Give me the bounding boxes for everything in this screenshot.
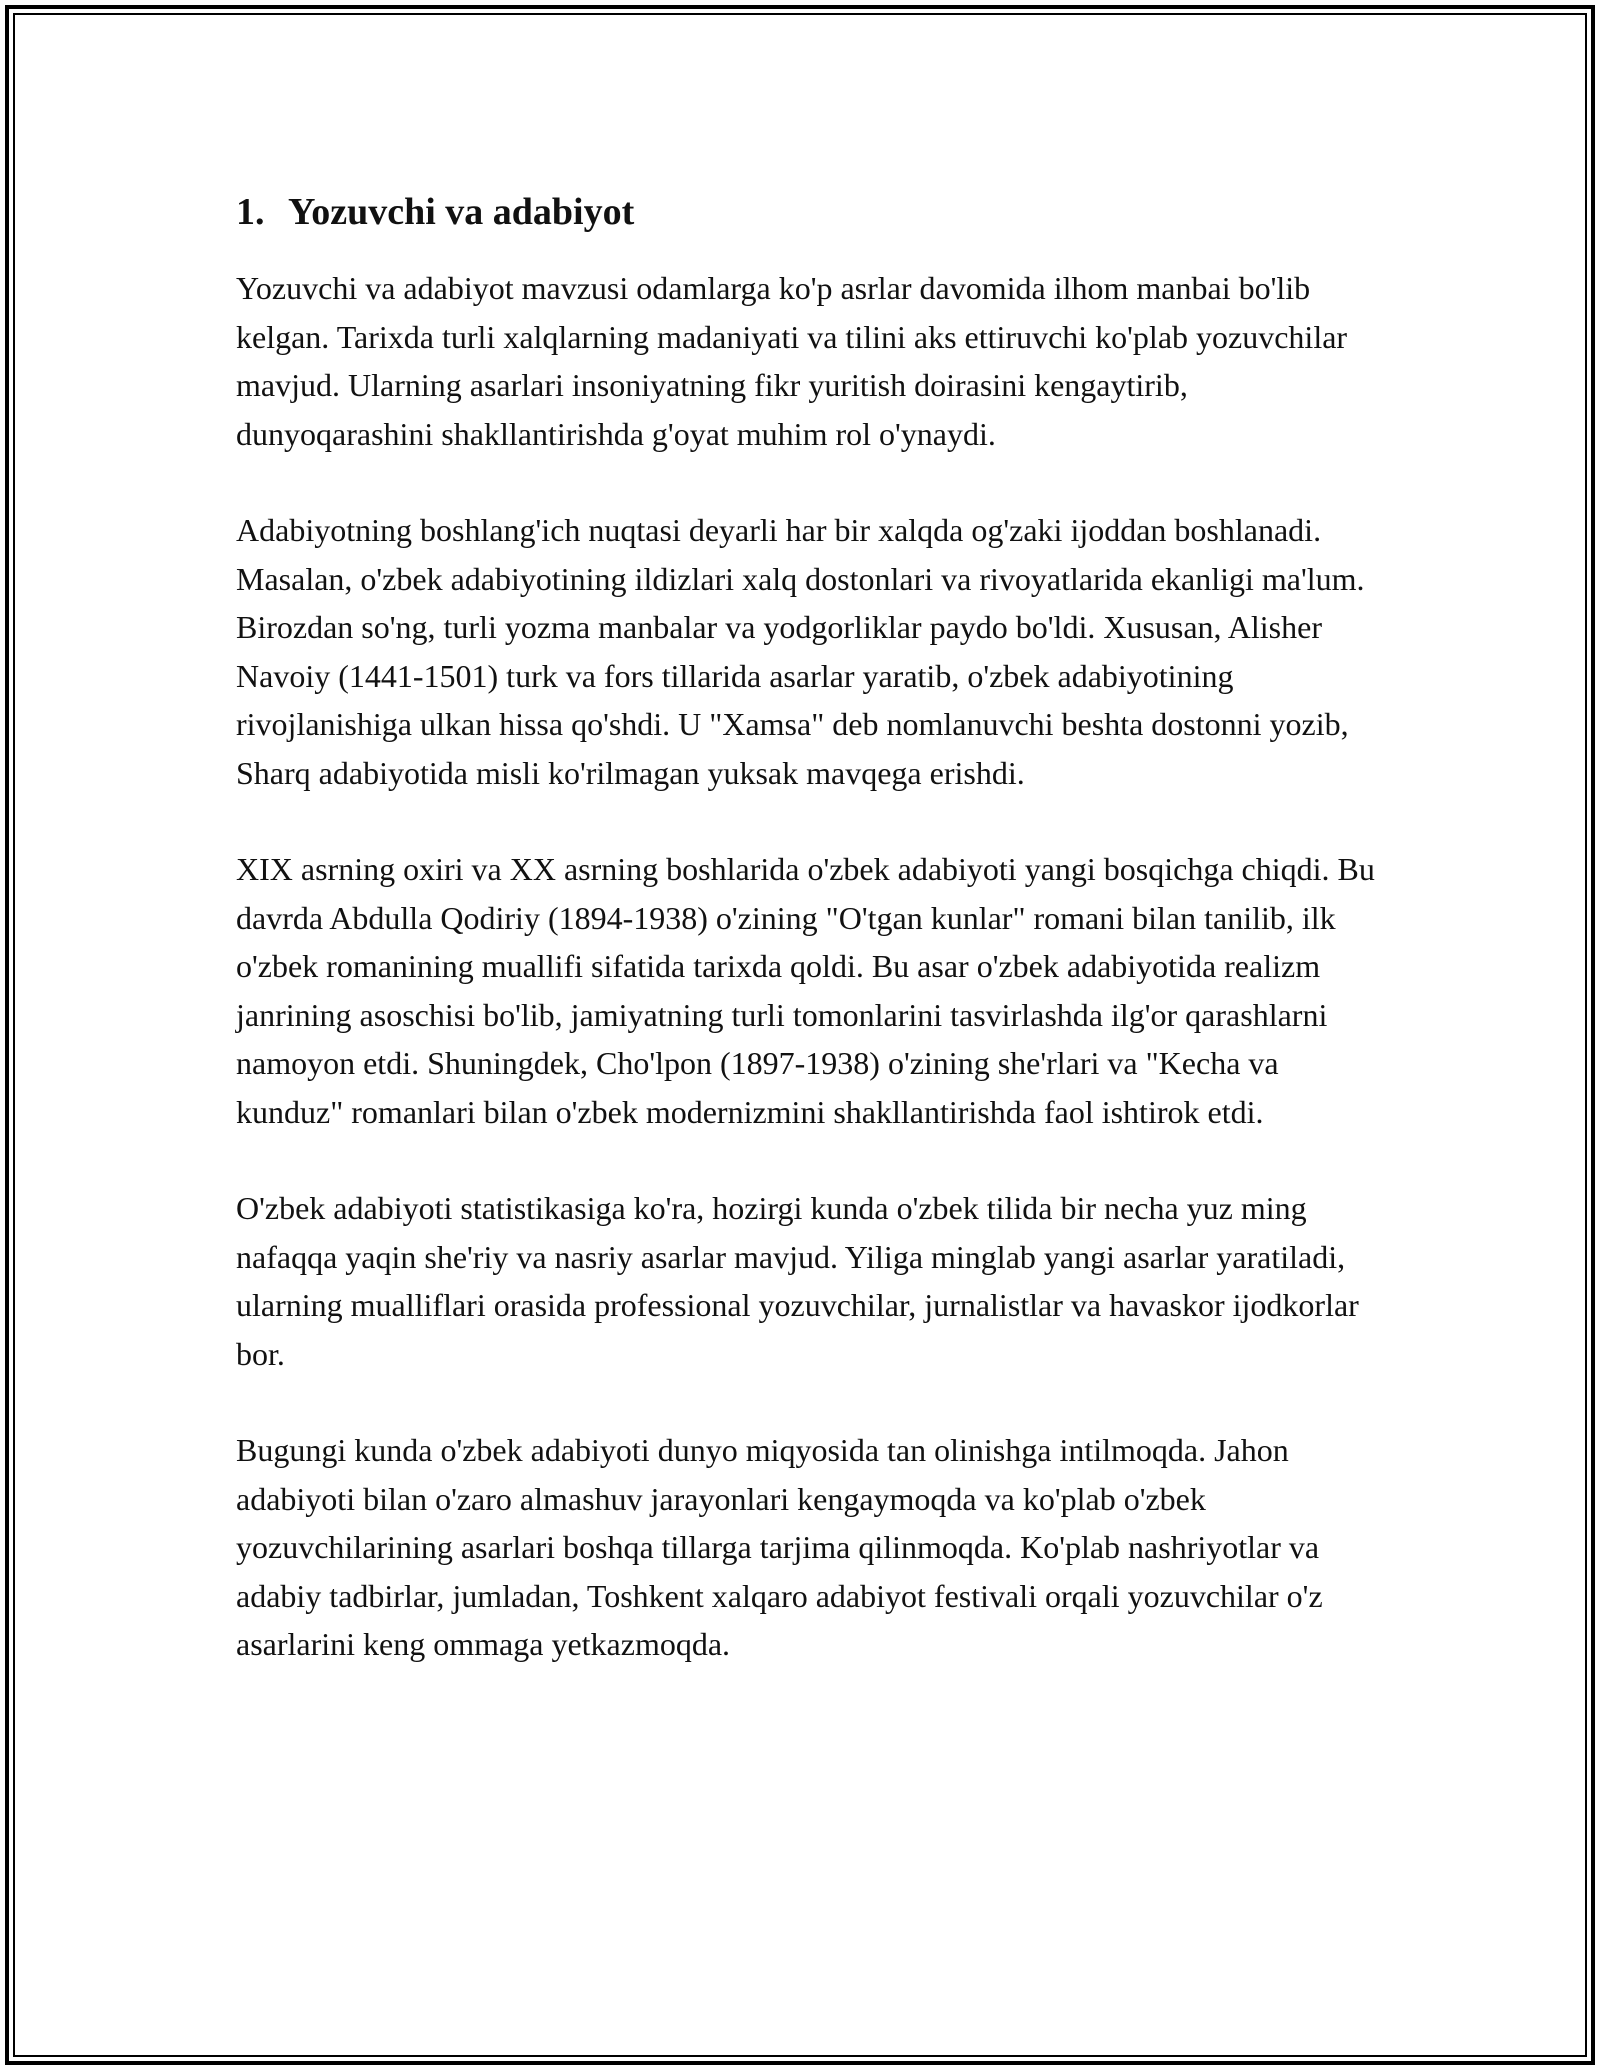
paragraph-3: XIX asrning oxiri va XX asrning boshlarida o'zbek adabiyoti yangi bosqichga chiqdi. Bu davrda Abdulla Qodiriy (1894-1938) o'zining "O'tgan kunlar" romani bilan tanilib, ilk o'zbek romanining muallifi sifatida tarixda qoldi. Bu asar o'zbek adabiyotida realizm janrining asoschisi bo'lib, jamiyatning turli tomonlarini tasvirlashda ilg'or qarashlarni namoyon etdi. Shuningdek, Cho'lpon (1897-1938) o'zining she'rlari va "Kecha va kunduz" romanlari bilan o'zbek modernizmini shakllantirishda faol ishtirok etdi. <box>236 851 1375 1130</box>
section-heading <box>236 186 1376 238</box>
paragraph-4: O'zbek adabiyoti statistikasiga ko'ra, hozirgi kunda o'zbek tilida bir necha yuz ming nafaqqa yaqin she'riy va nasriy asarlar mavjud. Yiliga minglab yangi asarlar yaratiladi, ularning mualliflari orasida professional yozuvchilar, jurnalistlar va havaskor ijodkorlar bor. <box>236 1190 1359 1372</box>
paragraph-1: Yozuvchi va adabiyot mavzusi odamlarga ko'p asrlar davomida ilhom manbai bo'lib kelgan. Tarixda turli xalqlarning madaniyati va tilini aks ettiruvchi ko'plab yozuvchilar mavjud. Ularning asarlari insoniyatning fikr yuritish doirasini kengaytirib, dunyoqarashini shakllantirishda g'oyat muhim rol o'ynaydi. <box>236 270 1348 452</box>
section-title: Yozuvchi va adabiyot <box>288 191 635 233</box>
paragraph-5: Bugungi kunda o'zbek adabiyoti dunyo miqyosida tan olinishga intilmoqda. Jahon adabiyoti bilan o'zaro almashuv jarayonlari kengaymoqda va ko'plab o'zbek yozuvchilarining asarlari boshqa tillarga tarjima qilinmoqda. Ko'plab nashriyotlar va adabiy tadbirlar, jumladan, Toshkent xalqaro adabiyot festivali orqali yozuvchilar o'z asarlarini keng ommaga yetkazmoqda. <box>236 1432 1323 1662</box>
paragraph-2: Adabiyotning boshlang'ich nuqtasi deyarli har bir xalqda og'zaki ijoddan boshlanadi. Masalan, o'zbek adabiyotining ildizlari xalq dostonlari va rivoyatlarida ekanligi ma'lum. Birozdan so'ng, turli yozma manbalar va yodgorliklar paydo bo'ldi. Xususan, Alisher Navoiy (1441-1501) turk va fors tillarida asarlar yaratib, o'zbek adabiyotining rivojlanishiga ulkan hissa qo'shdi. U "Xamsa" deb nomlanuvchi beshta dostonni yozib, Sharq adabiyotida misli ko'rilmagan yuksak mavqega erishdi. <box>236 512 1365 791</box>
section-number: 1. <box>236 191 265 233</box>
document-body <box>236 186 1376 1717</box>
